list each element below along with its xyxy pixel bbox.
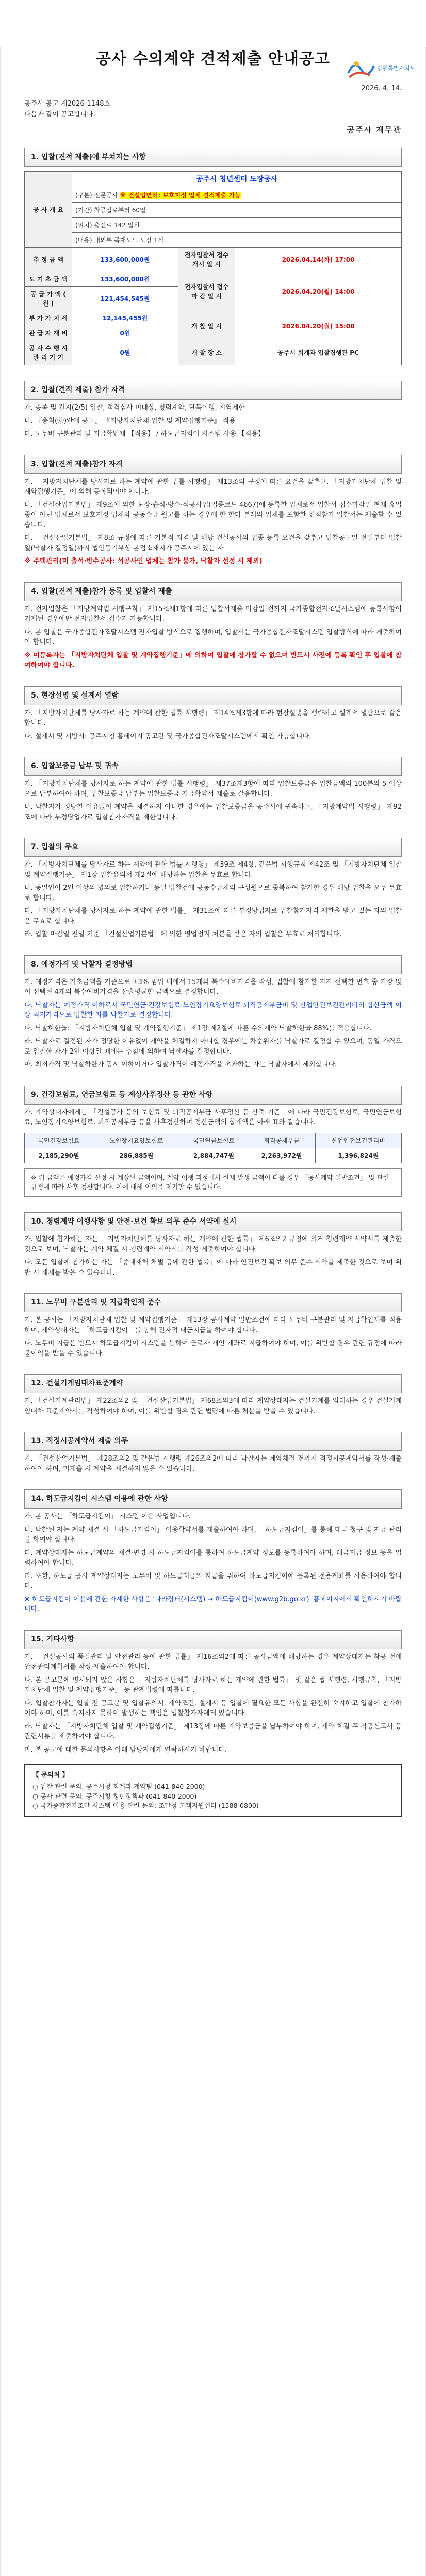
- deposit-value: 0원: [72, 326, 178, 341]
- section-9-heading: 9. 건강보험료, 연금보험료 등 계상사후정산 등 관한 사항: [24, 1086, 402, 1105]
- s11-item-1: 나. 노무비 지급은 반드시 하도급지킴이 시스템을 통하여 근로자 개인 계좌로 지급하여야 하며, 이를 위반할 경우 관련 규정에 따라 불이익을 받을 수 있습니다.: [24, 1340, 402, 1358]
- section-2-heading: 2. 입찰(견적 제출) 참가 자격: [24, 381, 402, 400]
- project-info-table: [24, 171, 402, 365]
- section-12-heading: 12. 건설기계임대차표준계약: [24, 1374, 402, 1393]
- s2-item-0: 가. 충족 및 건지(2/5) 입찰, 적격심사 미대상, 청렴계약, 단독이행, 지역제한: [24, 404, 245, 412]
- section-6-heading: 6. 입찰보증금 납부 및 귀속: [24, 757, 402, 776]
- bid-value: 2026.04.20(월) 15:00: [235, 311, 402, 341]
- contact-line-0: ○ 입찰 관련 문의: 공주시청 회계과 계약팀 (041-840-2000): [32, 1782, 205, 1790]
- place-value: 공주시 회계과 입찰집행관 PC: [235, 341, 402, 365]
- project-site: (위치) 충신로 142 일원: [72, 218, 402, 233]
- s6-item-0: 가. 「지방자치단체를 당사자로 하는 계약에 관한 법률 시행령」 제37조제3항에 따라 입찰보증금은 입찰금액의 100분의 5 이상으로 납부하여야 하며, 입찰보증금 납부는 입찰보증금 지급확약서 제출로 갈음합니다.: [24, 780, 402, 798]
- section-10-heading: 10. 청렴계약 이행사항 및 안전·보건 확보 의무 준수 서약에 실시: [24, 1212, 402, 1231]
- s4-item-1: 나. 본 입찰은 국가종합전자조달시스템 전자입찰 방식으로 집행하며, 입찰서는 국가종합전자조달시스템 입찰방식에 따라 제출하여야 합니다.: [24, 628, 402, 646]
- project-label: 공 사 개 요: [25, 172, 72, 248]
- ins-header-2: 국민연금보험료: [179, 1133, 248, 1148]
- s15-item-0: 가. 「건설공사의 품질관리 및 안전관리 등에 관한 법률」 제16조의2에 따른 공사금액에 해당하는 경우 계약상대자는 착공 전에 안전관리계획서를 작성·제출하여야 합니다.: [24, 1653, 402, 1671]
- notice-page: [0, 47, 426, 2576]
- est-value: 133,600,000원: [72, 248, 178, 272]
- page-title: 공사 수의계약 견적제출 안내공고: [95, 50, 331, 68]
- open-value: 2026.04.14(화) 17:00: [235, 248, 402, 272]
- s14-item-2: 다. 계약상대자는 하도급계약의 체결·변경 시 하도급지킴이를 통하여 하도급계약 정보를 등록하여야 하며, 대금지급 정보 등을 입력하여야 합니다.: [24, 1549, 402, 1567]
- section-1-heading: 1. 입찰(견적 제출)에 부쳐지는 사항: [24, 148, 402, 167]
- s7-item-3: 라. 입찰 마감일 전일 기준 「건설산업기본법」에 의한 영업정지 처분을 받은 자의 입찰은 무효로 처리합니다.: [24, 930, 342, 938]
- ins-value-2: 2,884,747원: [179, 1148, 248, 1163]
- insurance-table: [24, 1133, 402, 1163]
- notice-intro: 다음과 같이 공고합니다.: [24, 111, 95, 118]
- ins-header-4: 산업안전보건관리비: [315, 1133, 401, 1148]
- notice-number: 공주사 공고 제2026-1148호: [24, 99, 111, 108]
- s5-item-1: 나. 설계서 및 시방서: 공주시청 홈페이지 공고란 및 국가종합전자조달시스템에서 확인 가능합니다.: [24, 732, 312, 740]
- s7-item-0: 가. 「지방자치단체를 당사자로 하는 계약에 관한 법률 시행령」 제39조 제4항, 같은법 시행규칙 제42조 및 「지방자치단체 입찰 및 계약집행기준」 제1장 입찰유의서 제2절에 해당하는 입찰은 무효로 합니다.: [24, 861, 402, 879]
- notice-info: [24, 99, 402, 120]
- s15-item-2: 다. 입찰참가자는 입찰 전 공고문 및 입찰유의서, 계약조건, 설계서 등 입찰에 필요한 모든 사항을 완전히 숙지하고 입찰에 참가하여야 하며, 이를 숙지하지 못하여 발생하는 책임은 입찰참가자에게 있습니다.: [24, 1699, 402, 1717]
- provincial-logo-icon: [344, 55, 416, 83]
- est-label: 추 정 금 액: [25, 248, 72, 272]
- section-15-heading: 15. 기타사항: [24, 1630, 402, 1649]
- s2-item-1: 나. 『총칙(ⓔ)안에 공고』 『지방자치단체 입찰 및 계약집행기준』 적용: [24, 417, 236, 425]
- s14-item-4: ※ 하도급지킴이 이용에 관한 자세한 사항은 '나라장터(시스템) → 하도급지킴이(www.g2b.go.kr)' 홈페이지에서 확인하시기 바랍니다.: [24, 1595, 402, 1613]
- project-name: 공주시 청년센터 도장공사: [72, 172, 402, 188]
- s8-item-4: 마. 최저가격 및 낙찰하한가 동시 이하이거나 입찰가격이 예정가격을 초과하는 자는 낙찰자에서 제외합니다.: [24, 1061, 337, 1069]
- s14-item-0: 가. 본 공사는 「하도급지킴이」 시스템 이용 사업입니다.: [24, 1513, 191, 1520]
- s15-item-4: 마. 본 공고에 대한 문의사항은 아래 담당자에게 연락하시기 바랍니다.: [24, 1745, 227, 1754]
- s3-item-0: 가. 「지방자치단체를 당사자로 하는 계약에 관한 법률 시행령」 제13조의 규정에 따른 요건을 갖추고, 「지방자치단체 입찰 및 계약집행기준」에 의해 등록되어야 합니다.: [24, 478, 402, 496]
- s8-item-0: 가. 예정가격은 기초금액을 기준으로 ±3% 범위 내에서 15개의 복수예비가격을 작성, 입찰에 참가한 자가 선택한 번호 중 가장 많이 선택된 4개의 복수예비가격을 산술평균한 금액으로 결정합니다.: [24, 978, 402, 996]
- section-8-heading: 8. 예정가격 및 낙찰자 결정방법: [24, 955, 402, 974]
- project-period: (기간) 착공일로부터 60일: [72, 203, 402, 218]
- ins-header-3: 퇴직공제부금: [248, 1133, 315, 1148]
- s12-item-0: 가. 「건설기계관리법」 제22조의2 및 「건설산업기본법」 제68조의3에 따라 계약상대자는 건설기계를 임대하는 경우 건설기계 임대차 표준계약서를 작성하여야 하며, 이를 위반할 경우 관련 법령에 따른 처분을 받을 수 있습니다.: [24, 1397, 402, 1415]
- ins-value-4: 1,396,824원: [315, 1148, 401, 1163]
- tax-label: 부 가 가 치 세: [25, 311, 72, 326]
- s8-item-1: 나. 낙찰자는 예정가격 이하로서 국민연금·건강보험료·노인장기요양보험료·퇴직공제부금비 및 산업안전보건관리비의 합산금액 이상 최저가격으로 입찰한 자를 낙찰자로 결정합니다.: [24, 1001, 402, 1019]
- section-7-heading: 7. 입찰의 무효: [24, 838, 402, 857]
- contact-line-1: ○ 공사 관련 문의: 공주시청 청년정책과 (041-840-2000): [32, 1792, 197, 1800]
- s5-item-0: 가. 「지방자치단체를 당사자로 하는 계약에 관한 법률 시행령」 제14조제3항에 따라 현장설명을 생략하고 설계서 열람으로 갈음합니다.: [24, 709, 402, 727]
- contact-box: [24, 1764, 402, 1817]
- logo-mark: [344, 55, 416, 83]
- s2-item-2: 다. 노무비 구분관리 및 지급확인제 【적용】 / 하도급지킴이 시스템 사용 【적용】: [24, 430, 265, 438]
- s3-item-3: ※ 주택관리(미 출석·방수공사: 석공사인 업체는 참가 불가, 낙찰자 선정 시 제외): [24, 557, 263, 565]
- project-type-note: ※ 건설업면허: 보호지정 업체 견적제출 가능: [120, 192, 241, 199]
- project-scope: (내용) 내외부 목재모도 도장 1식: [72, 233, 402, 248]
- project-type: [72, 188, 402, 203]
- ins-value-0: 2,185,290원: [25, 1148, 93, 1163]
- open-label: 전자입찰서 접수 개시 일 시: [178, 248, 235, 272]
- sub-value: 0원: [72, 341, 178, 365]
- sub-label: 공 사 수 행 시 관 리 기 기: [25, 341, 72, 365]
- tax-value: 12,145,455원: [72, 311, 178, 326]
- close-value: 2026.04.20(월) 14:00: [235, 272, 402, 311]
- ins-header-1: 노인장기요양보험료: [93, 1133, 179, 1148]
- s3-item-2: 다. 「건설산업기본법」 제8조 규정에 따른 기본적 자격 및 해당 건설공사의 업종 등록 요건을 갖추고 입찰공고일 전일부터 입찰일(낙찰자 결정일)까지 법인등기부상 본점소재지가 공주시에 있는 자: [24, 534, 402, 552]
- s11-item-0: 가. 본 공사는 「지방자치단체 입찰 및 계약집행기준」 제13장 공사계약 일반조건에 따라 노무비 구분관리 및 지급확인제를 적용하며, 계약상대자는 「하도급지킴이」를 통해 전자적 대금지급을 하여야 합니다.: [24, 1316, 402, 1334]
- place-label: 개 찰 장 소: [178, 341, 235, 365]
- s14-item-3: 라. 또한, 하도급 공사 계약상대자는 노무비 및 하도급대금의 지급을 위하여 하도급지킴이에 등록된 전용계좌를 사용하여야 합니다.: [24, 1572, 402, 1590]
- section-5-heading: 5. 현장설명 및 설계서 열람: [24, 686, 402, 705]
- section-11-heading: 11. 노무비 구분관리 및 지급확인제 준수: [24, 1293, 402, 1312]
- contact-heading: 【 문의처 】: [32, 1771, 69, 1778]
- close-label: 전자입찰서 접수 마 감 일 시: [178, 272, 235, 311]
- s15-item-1: 나. 본 공고문에 명시되지 않은 사항은 「지방자치단체를 당사자로 하는 계약에 관한 법률」 및 같은 법 시행령, 시행규칙, 「지방자치단체 입찰 및 계약집행기준」 등 관계법령에 따릅니다.: [24, 1676, 402, 1694]
- ins-header-0: 국민건강보험료: [25, 1133, 93, 1148]
- section-14-heading: 14. 하도급지킴이 시스템 이용에 관한 사항: [24, 1489, 402, 1509]
- s8-item-2: 다. 낙찰하한율: 「지방자치단체 입찰 및 계약집행기준」 제1장 제2절에 따른 수의계약 낙찰하한율 88%를 적용합니다.: [24, 1024, 372, 1032]
- s13-item-0: 가. 「건설산업기본법」 제28조의2 및 같은법 시행령 제26조의2에 따라 낙찰자는 계약체결 전까지 적정시공계약서를 작성·제출하여야 하며, 미제출 시 계약을 체결하지 않을 수 있습니다.: [24, 1455, 402, 1473]
- section-3-heading: 3. 입찰(견적 제출)참가 자격: [24, 455, 402, 474]
- s15-item-3: 라. 낙찰자는 「지방자치단체 입찰 및 계약집행기준」 제13장에 따른 계약보증금을 납부하여야 하며, 계약 체결 후 착공신고서 등 관련서류를 제출하여야 합니다.: [24, 1722, 402, 1740]
- bid-label: 개 찰 일 시: [178, 311, 235, 341]
- s4-item-0: 가. 전자입찰은 「지방계약법 시행규칙」 제15조제1항에 따른 입찰서제출 마감일 전까지 국가종합전자조달시스템에 등록사항이 기재된 경우에만 전자입찰서 접수가 가능합니다.: [24, 605, 402, 623]
- s8-item-3: 라. 낙찰자로 결정된 자가 정당한 이유없이 계약을 체결하지 아니할 경우에는 차순위자를 낙찰자로 결정할 수 있으며, 동일 가격으로 입찰한 자가 2인 이상일 때에는 추첨에 의하여 낙찰자를 결정합니다.: [24, 1038, 402, 1056]
- contact-line-2: ○ 국가종합전자조달 시스템 이용 관련 문의: 조달청 고객지원센터 (1588-0800): [32, 1802, 259, 1810]
- project-type-label: (구분) 전문공사: [75, 192, 118, 199]
- s10-item-0: 가. 입찰에 참가하는 자는 「지방자치단체를 당사자로 하는 계약에 관한 법률」 제6조의2 규정에 의거 청렴계약 서약서를 제출한 것으로 보며, 낙찰자는 계약 체결 시 청렴계약 서약서를 작성·제출하여야 합니다.: [24, 1235, 402, 1253]
- s6-item-1: 나. 낙찰자가 정당한 이유없이 계약을 체결하지 아니한 경우에는 입찰보증금을 공주시에 귀속하고, 「지방계약법 시행령」 제92조에 따라 부정당업자로 입찰참가자격을 제한합니다.: [24, 803, 402, 821]
- ins-value-1: 286,885원: [93, 1148, 179, 1163]
- s9-intro: 가. 계약상대자에게는 「건설공사 등의 보험료 및 퇴직공제부금 사후정산 등 산출 기준」에 따라 국민건강보험료, 국민연금보험료, 노인장기요양보험료, 퇴직공제부금 등을 사후정산하며 정산금액의 합계액은 아래 표와 같습니다.: [24, 1108, 402, 1126]
- s7-item-2: 다. 「지방자치단체를 당사자로 하는 계약에 관한 법률」 제31조에 따른 부정당업자로 입찰참가자격 제한을 받고 있는 자의 입찰은 무효로 합니다.: [24, 907, 402, 925]
- section-4-heading: 4. 입찰(견적 제출)참가 등록 및 입찰서 제출: [24, 582, 402, 601]
- s9-note: ※ 위 금액은 예정가격 산정 시 계상된 금액이며, 계약 이행 과정에서 실제 발생 금액이 다를 경우 「공사계약 일반조건」 및 관련 규정에 따라 사후 정산합니다. 이에 대해 이의를 제기할 수 없습니다.: [24, 1168, 402, 1197]
- budget-label: 도 기 초 금 액: [25, 272, 72, 287]
- deposit-label: 관 급 자 재 비: [25, 326, 72, 341]
- s7-item-1: 나. 동일인이 2인 이상의 명의로 입찰하거나 동일 입찰건에 공동수급체의 구성원으로 중복하여 참가한 경우 해당 입찰을 모두 무효로 합니다.: [24, 884, 402, 902]
- supply-label: 공 급 가 액 ( 원 ): [25, 287, 72, 311]
- logo-text: 강원특별자치도: [377, 65, 416, 72]
- signer: 공주사 재무관: [347, 125, 402, 134]
- budget-value: 133,600,000원: [72, 272, 178, 287]
- publish-date: 2026. 4. 14.: [361, 84, 402, 92]
- ins-value-3: 2,263,972원: [248, 1148, 315, 1163]
- s10-item-1: 나. 모든 입찰에 참가하는 자는 「중대재해 처벌 등에 관한 법률」에 따라 안전보건 확보 의무 준수 서약을 제출한 것으로 보며 위반 시 제재를 받을 수 있습니다.: [24, 1259, 402, 1277]
- supply-value: 121,454,545원: [72, 287, 178, 311]
- s4-item-2: ※ 미등록자는 「지방자치단체 입찰 및 계약집행기준」에 의하여 입찰에 참가할 수 없으며 반드시 사전에 등록 확인 후 입찰에 참여하여야 합니다.: [24, 651, 402, 669]
- s14-item-1: 나. 낙찰된 자는 계약 체결 시 「하도급지킴이」 이용확약서를 제출하여야 하며, 「하도급지킴이」를 통해 대금 청구 및 지급 관리를 하여야 합니다.: [24, 1526, 402, 1544]
- section-13-heading: 13. 적정시공계약서 제출 의무: [24, 1432, 402, 1451]
- s3-item-1: 나. 「건설산업기본법」 제9조에 의한 도장·습식·방수·석공사업(업종코드 4667)에 등록한 업체로서 입찰서 접수마감일 현재 휴업중이 아닌 업체로서 보호지정 업체와 공동수급 원고를 하는 경우에 한 한다 본래의 업체를 포함한 견적참가 입찰서는 제출할 수 있습니다.: [24, 501, 402, 529]
